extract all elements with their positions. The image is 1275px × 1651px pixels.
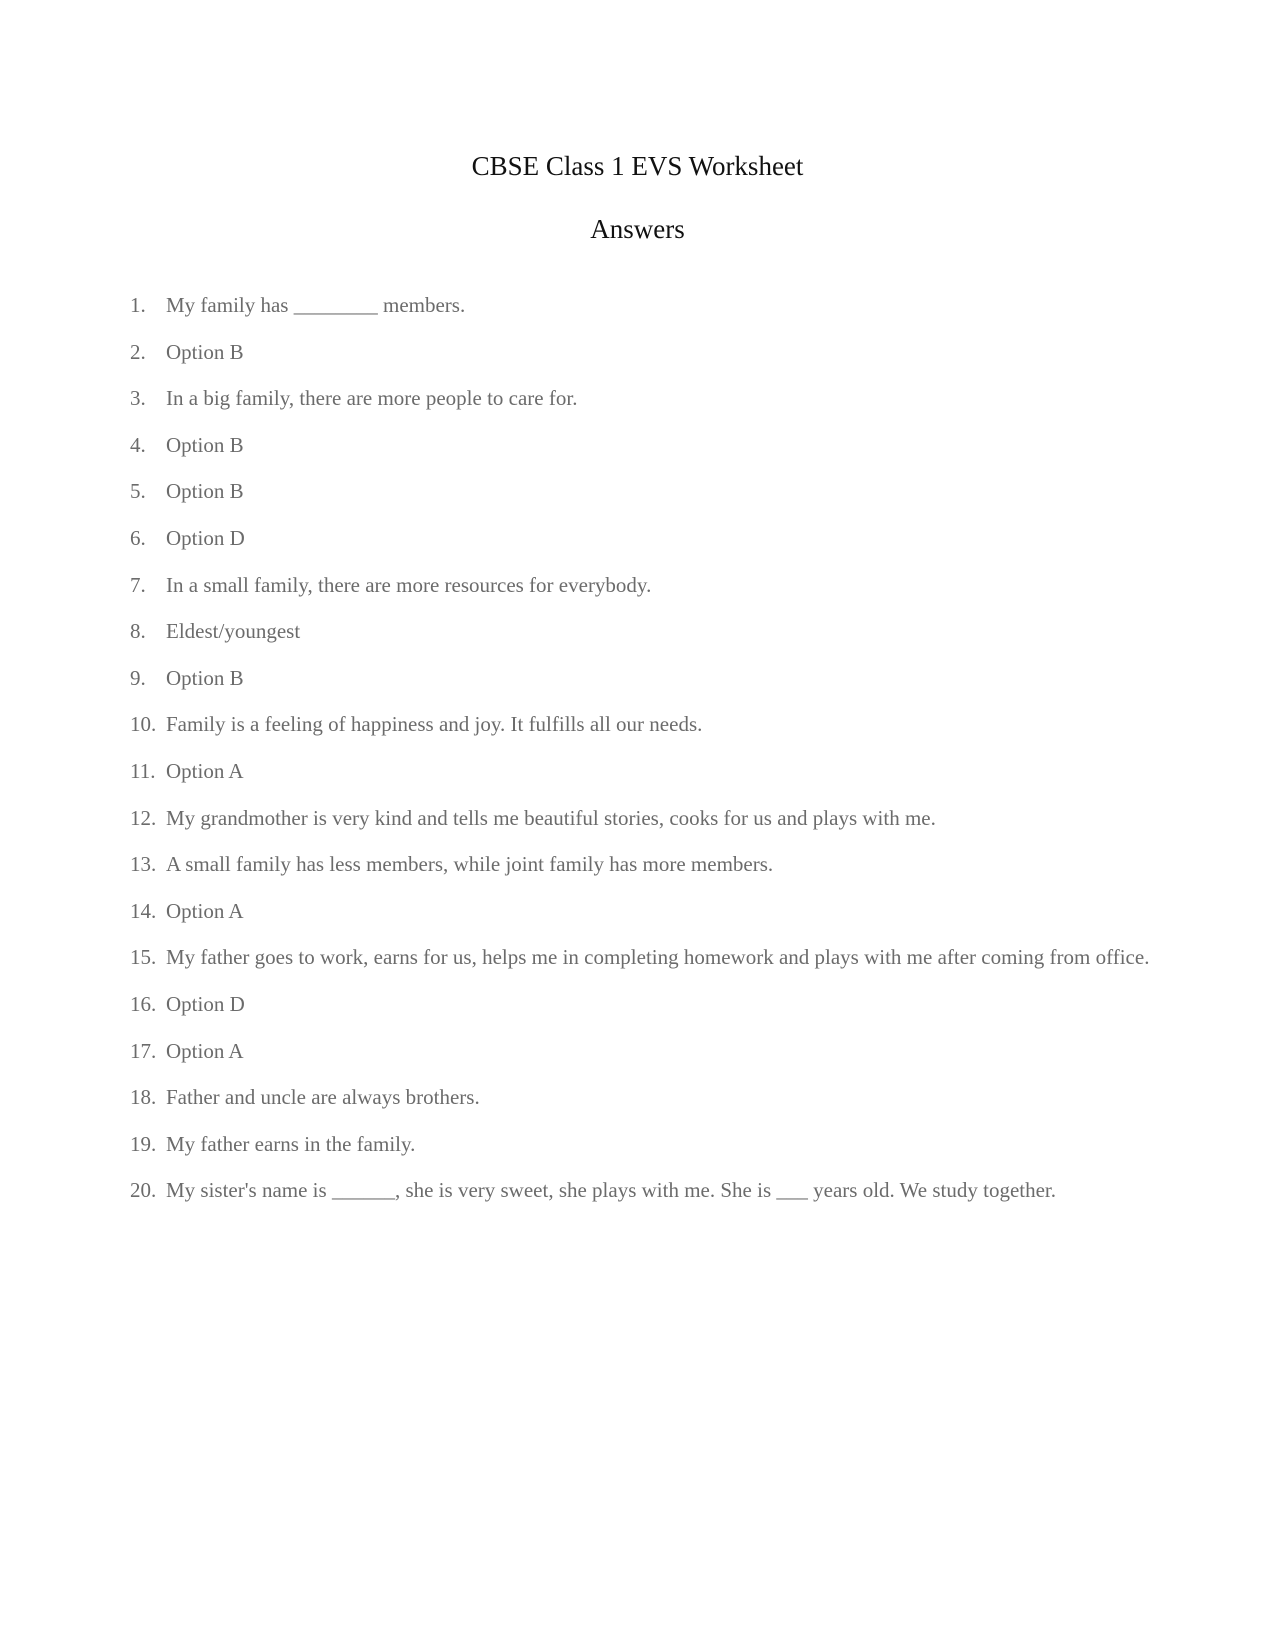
- answer-text: Option A: [166, 1038, 244, 1063]
- answer-text: Option B: [166, 665, 244, 690]
- answer-number: 8.: [130, 619, 146, 644]
- answer-item: [130, 1171, 1150, 1209]
- answer-item: [130, 612, 1150, 650]
- answer-item: [130, 1125, 1150, 1163]
- answer-text: A small family has less members, while joint family has more members.: [166, 852, 774, 877]
- answer-item: [130, 1078, 1150, 1116]
- answer-text: My sister's name is ______, she is very sweet, she plays with me. She is ___ years old. We study together.: [166, 1178, 1057, 1203]
- answer-number: 17.: [130, 1038, 157, 1063]
- answer-number: 15.: [130, 945, 157, 970]
- answer-text: My father goes to work, earns for us, helps me in completing homework and plays with me after coming from office.: [166, 945, 1150, 970]
- answer-number: 4.: [130, 432, 146, 457]
- answer-number: 1.: [130, 293, 146, 317]
- answer-item: [130, 985, 1150, 1023]
- answer-number: 12.: [130, 805, 157, 830]
- answer-item: [130, 845, 1150, 883]
- answer-item: [130, 1032, 1150, 1070]
- answer-text: Father and uncle are always brothers.: [166, 1085, 480, 1110]
- answer-item: [130, 566, 1150, 604]
- answer-text: Option A: [166, 898, 244, 923]
- answer-number: 6.: [130, 525, 146, 550]
- answer-number: 2.: [130, 339, 146, 364]
- answer-text: In a small family, there are more resources for everybody.: [166, 572, 652, 597]
- answer-text: Option A: [166, 758, 244, 783]
- answer-text: Family is a feeling of happiness and joy. It fulfills all our needs.: [166, 712, 703, 737]
- answer-text: In a big family, there are more people to care for.: [166, 386, 578, 411]
- answer-item: [130, 379, 1150, 417]
- answer-number: 13.: [130, 852, 157, 877]
- answer-item: [130, 938, 1150, 976]
- answer-text: My grandmother is very kind and tells me beautiful stories, cooks for us and plays with me.: [166, 805, 936, 830]
- answer-number: 20.: [130, 1178, 157, 1203]
- answer-item: [130, 519, 1150, 557]
- answer-text: My father earns in the family.: [166, 1131, 416, 1156]
- answer-item: [130, 286, 1150, 324]
- answer-number: 18.: [130, 1085, 157, 1110]
- answer-number: 14.: [130, 898, 157, 923]
- answer-number: 3.: [130, 386, 146, 411]
- answer-item: [130, 333, 1150, 371]
- answer-number: 11.: [130, 758, 156, 783]
- answer-item: [130, 472, 1150, 510]
- answer-text: Eldest/youngest: [166, 619, 301, 644]
- answer-number: 10.: [130, 712, 157, 737]
- section-heading-answers: Answers: [590, 214, 685, 244]
- answer-number: 9.: [130, 665, 146, 690]
- answer-text: Option D: [166, 991, 245, 1016]
- answer-item: [130, 659, 1150, 697]
- answer-text: Option B: [166, 479, 244, 504]
- answer-item: [130, 426, 1150, 464]
- answer-text: Option B: [166, 339, 244, 364]
- answer-item: [130, 752, 1150, 790]
- answer-number: 19.: [130, 1131, 157, 1156]
- page-title: CBSE Class 1 EVS Worksheet: [471, 151, 804, 181]
- answer-number: 5.: [130, 479, 146, 504]
- answer-text: Option B: [166, 432, 244, 457]
- answer-number: 7.: [130, 572, 146, 597]
- answer-item: [130, 799, 1150, 837]
- answer-text: Option D: [166, 525, 245, 550]
- answer-number: 16.: [130, 991, 157, 1016]
- answer-item: [130, 892, 1150, 930]
- answer-item: [130, 705, 1150, 743]
- answer-list: [130, 286, 1150, 1218]
- answer-text: My family has ________ members.: [166, 293, 466, 317]
